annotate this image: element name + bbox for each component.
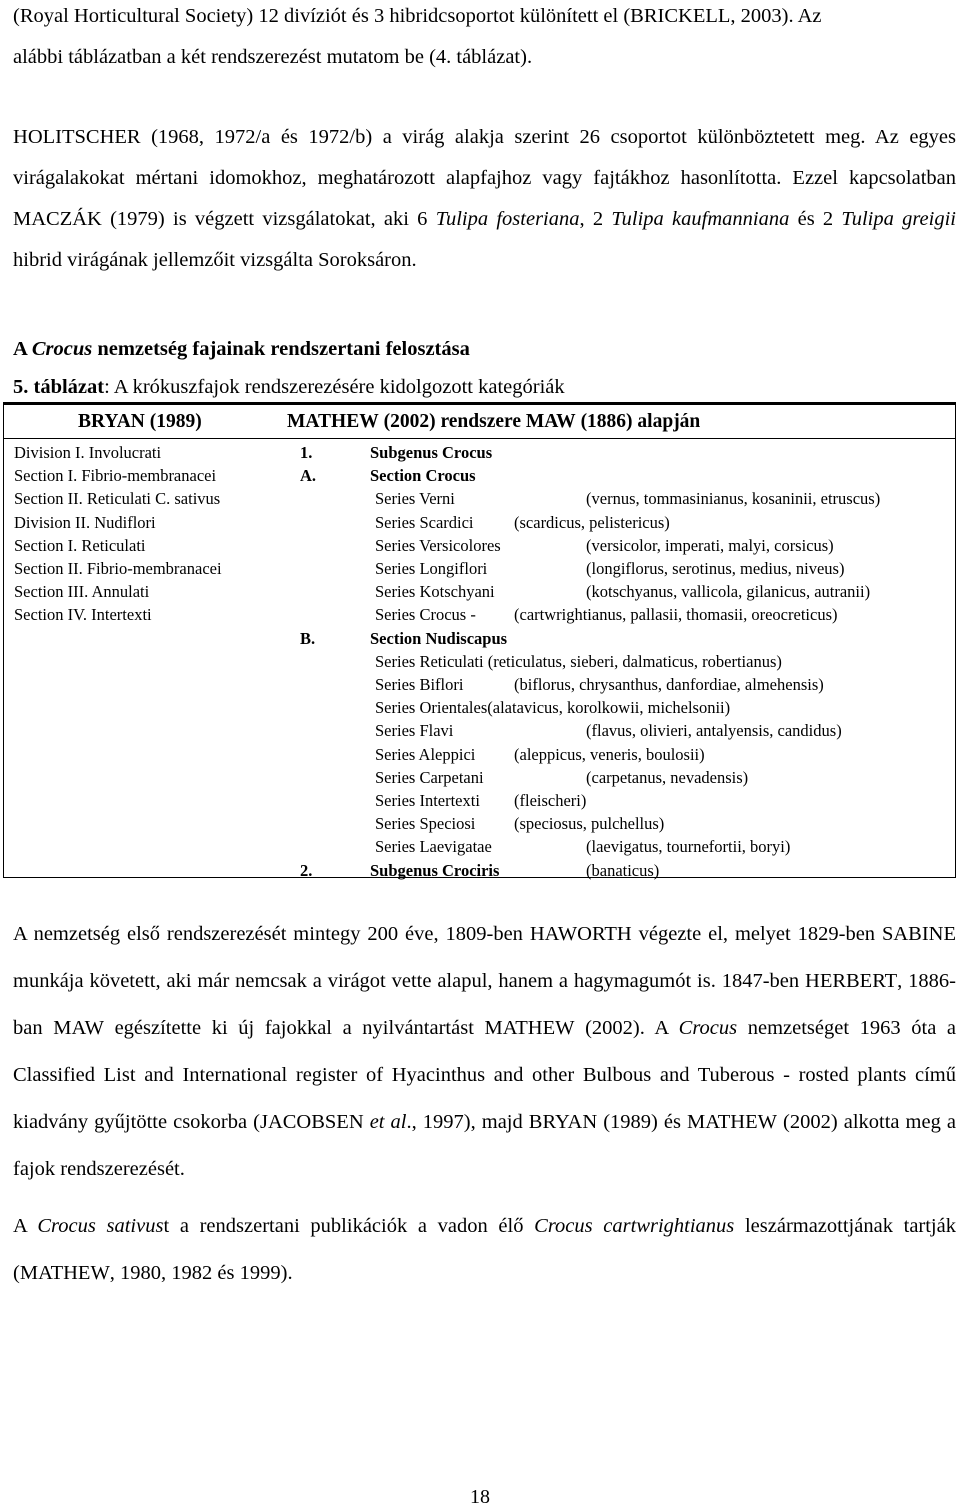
author-name: ACOBSEN (267, 1111, 364, 1133)
mathew-row (4, 650, 955, 673)
author-name: RICKELL (643, 5, 731, 27)
species-list: (scardicus, pelistericus) (514, 512, 670, 532)
genus-name: Crocus (678, 1017, 738, 1039)
text-run: (2002) rendszere M (378, 411, 545, 432)
series-name: Series Reticulati (reticulatus, sieberi, dalmaticus, robertianus) (375, 651, 782, 671)
series-name: Series Scardici (375, 512, 474, 532)
bryan-category: Section II. Reticulati C. sativus (14, 489, 221, 509)
rank-marker: B. (300, 628, 316, 648)
mathew-row (4, 441, 955, 464)
series-name: Series Longiflori (375, 559, 488, 578)
author-name: ATHEW (305, 411, 379, 432)
species-list: (aleppicus, veneris, boulosii) (514, 744, 705, 764)
taxon-rank: Subgenus Crociris (370, 860, 500, 880)
species-list: (kotschyanus, vallicola, gilanicus, autranii) (586, 582, 871, 602)
series-name: Series Carpetani (375, 767, 484, 787)
mathew-row (4, 464, 955, 487)
bryan-category: Division II. Nudiflori (14, 512, 156, 532)
mathew-row (4, 696, 955, 719)
classification-table (3, 402, 956, 878)
genus-name: Crocus (31, 338, 93, 360)
mathew-row (4, 835, 955, 858)
species-list: (flavus, olivieri, antalyensis, candidus) (586, 721, 842, 741)
text-run: , 2003). Az (730, 5, 822, 27)
text-run: t a rendszertani publikációk a vadon élő (163, 1215, 535, 1237)
rank-marker: 2. (300, 860, 313, 880)
taxon-rank: Section Crocus (370, 466, 476, 486)
text-run: (2002). A (574, 1017, 679, 1039)
series-name: Series Versicolores (375, 535, 501, 555)
species-name: Tulipa fosteriana (435, 208, 580, 230)
series-name: Series Verni (375, 489, 455, 509)
species-list: (vernus, tommasinianus, kosaninii, etruscus) (586, 489, 881, 509)
taxon-rank: Subgenus Crocus (370, 443, 493, 462)
series-name: Series Aleppici (375, 744, 476, 764)
mathew-row (4, 557, 955, 580)
author-name: ATHEW (705, 1111, 777, 1133)
text-run: (1968, 1972/a és 1972/b) a virág alakja szerint 26 csoportot különböztetett meg. Az egyes virágalakokat mértani idomokhoz, meghatározott alapfajhoz vagy fajtákhoz hasonlította. Ezzel kapcsolatban M (13, 126, 956, 230)
text-run: (Royal Horticultural Society) 12 divíziót és 3 hibridcsoportot különített el (B (13, 5, 644, 27)
species-name: Crocus sativus (37, 1215, 164, 1237)
author-name: AWORTH (544, 923, 632, 945)
intro-paragraph (13, 0, 956, 78)
author-name: AW (544, 411, 576, 432)
author-name: AW (71, 1017, 104, 1039)
series-name: Series Laevigatae (375, 837, 492, 857)
text-run: egészítette ki új fajokkal a nyilvántartást M (103, 1017, 503, 1039)
text-run: hibrid virágának jellemzőit vizsgálta Soroksáron. (13, 249, 417, 271)
species-list: (carpetanus, nevadensis) (586, 767, 749, 787)
species-list: (fleischeri) (514, 791, 587, 810)
species-list: (speciosus, pulchellus) (514, 814, 665, 834)
series-name: Series Kotschyani (375, 582, 495, 602)
text-run: végezte el, melyet 1829-ben S (631, 923, 894, 945)
author-name: RYAN (91, 411, 145, 432)
text-run: munkája követett, aki már nemcsak a virágot vette alapul, hanem a hagymagumót is. 1847-ben H (13, 970, 820, 992)
author-name: ATHEW (38, 1262, 110, 1284)
table-header-bryan (78, 409, 202, 435)
table-header-mathew (287, 409, 700, 435)
text-run: nemzetséget 1963 óta a Classified List and International register of Hyacinthus and other Bulbous and Tuberous - rosted plants című kiadvány gyűjtötte csokorba (J (13, 1017, 957, 1133)
bryan-category: Section I. Fibrio-membranacei (14, 466, 217, 486)
text-run: nemzetség fajainak rendszertani felosztása (92, 338, 470, 360)
mathew-row (4, 766, 955, 789)
taxon-rank: Section Nudiscapus (370, 628, 508, 648)
mathew-row (4, 627, 955, 650)
text-run: alábbi táblázatban a két rendszerezést mutatom be (4. táblázat). (13, 46, 533, 68)
history-paragraph (13, 911, 956, 1193)
species-list: (longiflorus, serotinus, medius, niveus) (586, 559, 845, 578)
text-run: (1989) (144, 411, 202, 432)
series-name: Series Intertexti (375, 791, 480, 810)
mathew-row (4, 487, 955, 510)
text-run: M (287, 411, 306, 432)
author-name: OLITSCHER (27, 126, 141, 148)
section-heading (13, 336, 470, 362)
mathew-row (4, 812, 955, 835)
species-list: (banaticus) (586, 860, 660, 880)
mathew-row (4, 534, 955, 557)
series-name: Series Crocus - (375, 605, 476, 625)
bryan-category: Section III. Annulati (14, 582, 150, 602)
author-name: RYAN (542, 1111, 598, 1133)
series-name: Series Flavi (375, 721, 454, 741)
text-run: , 1886-ban M (13, 970, 956, 1039)
species-name: Crocus cartwrightianus (534, 1215, 735, 1237)
rank-marker: 1. (300, 443, 313, 462)
text-run: leszármazottjának tartják (M (13, 1215, 956, 1284)
table-caption (13, 374, 565, 400)
rank-marker: A. (300, 466, 317, 486)
text-run: A nemzetség első rendszerezését mintegy 200 éve, 1809-ben H (13, 923, 545, 945)
mathew-row (4, 603, 955, 626)
species-list: (laevigatus, tournefortii, boryi) (586, 837, 791, 857)
mathew-row (4, 511, 955, 534)
text-run: és 2 (789, 208, 842, 230)
text-run: A (13, 1215, 38, 1237)
bryan-category: Section II. Fibrio-membranacei (14, 559, 222, 579)
text-run: (1979) is végzett vizsgálatokat, aki 6 (101, 208, 436, 230)
et-al: et al (369, 1111, 407, 1133)
mathew-row (4, 743, 955, 766)
text-run: , 1980, 1982 és 1999). (109, 1262, 293, 1284)
text-run: A (13, 338, 32, 360)
mathew-row (4, 859, 955, 882)
page-number: 18 (470, 1486, 490, 1508)
species-list: (versicolor, imperati, malyi, corsicus) (586, 535, 834, 555)
mathew-row (4, 673, 955, 696)
text-run: H (13, 126, 28, 148)
header-divider (4, 438, 955, 439)
author-name: ACZÁK (31, 208, 102, 230)
species-list: (cartwrightianus, pallasii, thomasii, oreocreticus) (514, 605, 838, 625)
text-run: ., 1997), majd B (406, 1111, 543, 1133)
holitscher-paragraph (13, 117, 956, 281)
table-number: 5. táblázat (13, 376, 105, 398)
bryan-category: Section IV. Intertexti (14, 605, 152, 625)
bryan-category: Division I. Involucrati (14, 443, 162, 462)
author-name: ATHEW (502, 1017, 575, 1039)
text-run: (1989) és M (597, 1111, 706, 1133)
text-run: (2002) alkotta meg a fajok rendszerezését. (13, 1111, 956, 1180)
text-run: , 2 (579, 208, 612, 230)
bryan-category: Section I. Reticulati (14, 535, 146, 555)
text-run: B (78, 411, 92, 432)
sativus-paragraph (13, 1203, 956, 1297)
author-name: ABINE (893, 923, 956, 945)
mathew-row (4, 580, 955, 603)
series-name: Series Biflori (375, 675, 464, 694)
mathew-row (4, 789, 955, 812)
mathew-row (4, 719, 955, 742)
series-name: Series Orientales(alatavicus, korolkowii, michelsonii) (375, 698, 731, 718)
text-run: (1886) alapján (575, 411, 701, 432)
series-name: Series Speciosi (375, 814, 476, 834)
species-name: Tulipa kaufmanniana (611, 208, 790, 230)
caption-text: : A krókuszfajok rendszerezésére kidolgozott kategóriák (104, 376, 565, 398)
species-list: (biflorus, chrysanthus, danfordiae, almehensis) (514, 675, 824, 694)
species-name: Tulipa greigii (841, 208, 956, 230)
author-name: ERBERT (819, 970, 898, 992)
